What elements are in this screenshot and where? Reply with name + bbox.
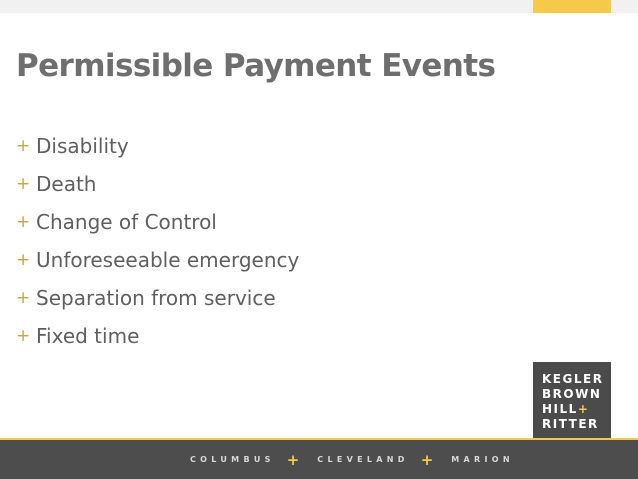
logo-line-4: RITTER [542,417,599,431]
bullet-text: Disability [36,134,129,158]
bullet-text: Change of Control [36,210,217,234]
city-cleveland: CLEVELAND [317,455,409,464]
company-logo [533,362,611,440]
bullet-text: Fixed time [36,324,140,348]
city-columbus: COLUMBUS [190,455,275,464]
footer-bar [0,440,638,479]
footer-cities [190,440,514,479]
bullet-text: Death [36,172,97,196]
bullet-item [16,165,299,203]
bullet-list [16,127,299,355]
logo-plus-icon: + [577,402,590,416]
plus-separator-icon: + [420,450,434,469]
bullet-text: Separation from service [36,286,276,310]
logo-text-hill: HILL [542,402,578,416]
plus-separator-icon: + [286,450,300,469]
bullet-item [16,127,299,165]
city-marion: MARION [451,455,514,464]
plus-icon: + [16,249,31,270]
logo-line-1: KEGLER [542,372,604,386]
plus-icon: + [16,325,31,346]
bullet-item [16,203,299,241]
plus-icon: + [16,173,31,194]
logo-line-2: BROWN [542,387,602,401]
plus-icon: + [16,211,31,232]
bullet-text: Unforeseeable emergency [36,248,300,272]
plus-icon: + [16,135,31,156]
bullet-item [16,241,299,279]
slide-title: Permissible Payment Events [16,48,496,84]
logo-line-3 [542,402,611,417]
accent-tab [533,0,611,13]
bullet-item [16,317,299,355]
bullet-item [16,279,299,317]
plus-icon: + [16,287,31,308]
